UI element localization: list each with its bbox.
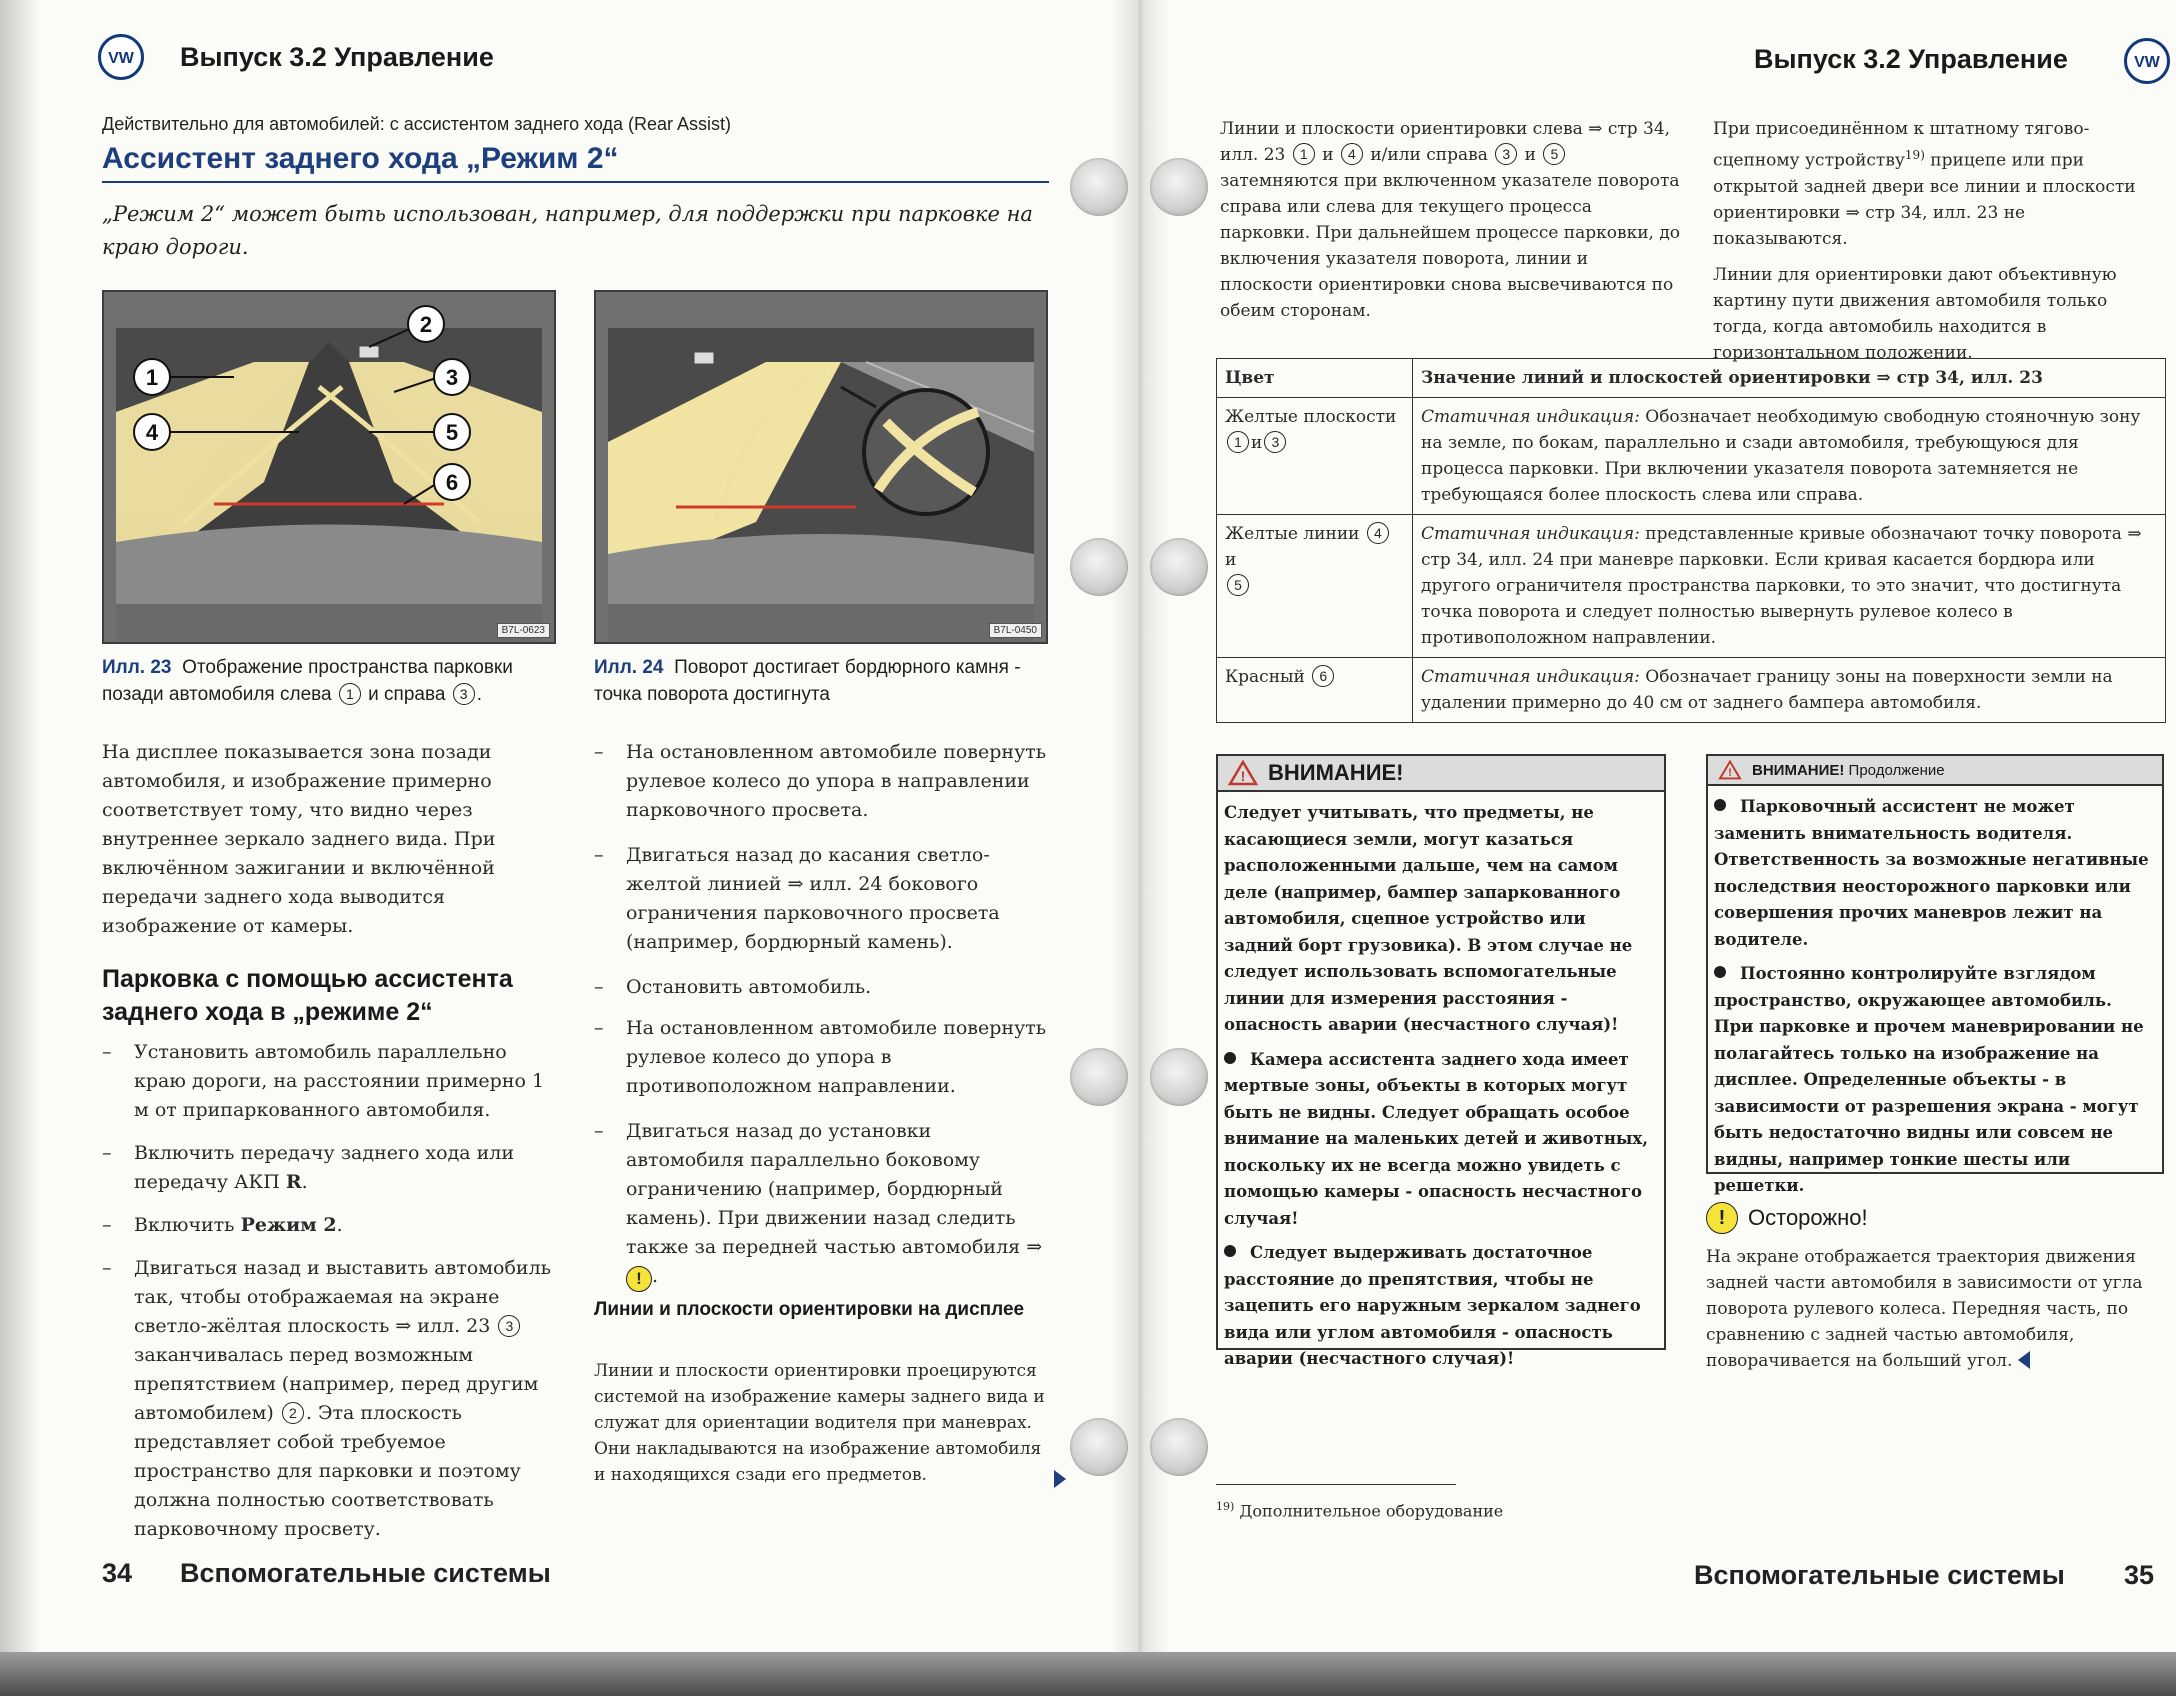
warning-continued-title (1752, 762, 1945, 779)
next-page-arrow-icon[interactable] (1054, 1470, 1066, 1488)
mode-2: Режим 2 (240, 1214, 337, 1236)
trailer-note (1713, 116, 2165, 366)
callout-6: 6 (445, 470, 459, 495)
page-number: 34 (102, 1558, 133, 1588)
callout-ref: 3 (1495, 143, 1517, 165)
step-2-end: . (301, 1171, 308, 1193)
warning-title: ВНИМАНИЕ! (1268, 760, 1404, 785)
continuation-label: Продолжение (1844, 761, 1945, 779)
color-cell (1217, 398, 1413, 515)
orientation-colors-table (1216, 358, 2166, 723)
binder-hole (1070, 1418, 1128, 1476)
step-3-end: . (336, 1214, 343, 1236)
figure-23 (102, 290, 556, 644)
display-description: На дисплее показывается зона позади автомобиля, и изображение примерно соответствует тому, что видно через внутреннее зеркало заднего вида. При включённом зажигании и включённой передачи заднего хода выводится изображение от камеры. (102, 741, 496, 937)
bullet-text: Парковочный ассистент не может заменить внимательность водителя. Ответственность за возможные негативные последствия неосторожного парковки или совершения прочих маневров лежит на водителе. (1714, 797, 2149, 949)
callout-ref: 4 (1367, 522, 1389, 544)
conjunction: и (1225, 550, 1237, 570)
caution-title: Осторожно! (1748, 1205, 1868, 1230)
text-part: Линии и плоскости ориентировки слева ⇒ стр 34, илл. 23 (1220, 119, 1671, 165)
binder-hole (1070, 1048, 1128, 1106)
callout-5: 5 (445, 420, 459, 445)
intro-text: „Режим 2“ может быть использован, например, для поддержки при парковке на краю дороги. (102, 202, 1033, 259)
page-number: 35 (2124, 1560, 2155, 1590)
callout-1: 1 (145, 365, 159, 390)
binder-hole (1070, 538, 1128, 596)
color-name: Красный (1225, 667, 1305, 687)
binder-hole (1150, 1048, 1208, 1106)
meaning-cell (1413, 658, 2166, 723)
bullet-text: Постоянно контролируйте взглядом пространство, окружающее автомобиль. При парковке и прочем маневрировании не полагайтесь только на изображение на дисплее. Определенные объекты - в зависимости от разрешения экрана - могут быть недостаточно видны или совсем не видны, например тонкие шесты или решетки. (1714, 964, 2144, 1195)
svg-text:VW: VW (2134, 54, 2160, 71)
footnote-ref: 19) (1904, 148, 1925, 162)
caution-body: На экране отображается траектория движения задней части автомобиля в зависимости от угла поворота рулевого колеса. Передняя часть, по сравнению с задней частью автомобиля, поворачивается на больший угол. (1706, 1247, 2143, 1371)
figure-23-number: Илл. 23 (102, 657, 172, 678)
footnote-number: 19) (1216, 1500, 1235, 1513)
caption-text-part: и справа (368, 684, 446, 705)
vw-logo-icon (2124, 38, 2170, 84)
callout-4: 4 (145, 420, 159, 445)
footer-title: Вспомогательные системы (1694, 1560, 2065, 1590)
warning-bullet (1714, 961, 2156, 1200)
text-part: и/или справа (1370, 145, 1488, 165)
orientation-lines-text: Линии и плоскости ориентировки проецируются системой на изображение камеры заднего вида и служат для ориентации водителя при маневрах. Они накладываются на изображение автомобиля и находящихся сзади его предметов. (594, 1361, 1045, 1485)
text-part: и (1322, 145, 1334, 165)
callout-2: 2 (419, 312, 433, 337)
table-header-row (1217, 359, 2166, 398)
warning-body (1708, 786, 2162, 1216)
step-3 (102, 1211, 557, 1240)
text-part: затемняются при включенном указателе поворота справа или слева для текущего процесса парковки. При дальнейшем процессе парковки, до включения указателя поворота, линии и плоскости ориентировки снова высвечиваются по обеим сторонам. (1220, 171, 1681, 321)
page-heading: Ассистент заднего хода „Режим 2“ (102, 142, 619, 175)
callout-ref: 3 (498, 1315, 520, 1337)
text-part: и (1524, 145, 1536, 165)
footnote (1216, 1494, 1503, 1524)
step-4-text-a: Двигаться назад и выставить автомобиль так, чтобы отображаемая на экране светло-жёлтая плоскость ⇒ илл. 23 (134, 1257, 551, 1337)
callout-3: 3 (445, 365, 459, 390)
color-name: Желтые плоскости (1225, 407, 1397, 427)
bullet-icon (1714, 799, 1726, 811)
callout-ref: 4 (1341, 143, 1363, 165)
meaning-cell (1413, 515, 2166, 658)
vw-logo-icon (98, 34, 144, 80)
callout-ref: 3 (1264, 431, 1286, 453)
step-8: – На остановленном автомобиле повернуть рулевое колесо до упора в противоположном направлении. (594, 1014, 1049, 1101)
footnote-rule (1216, 1484, 1456, 1485)
figure-24-code: B7L-0450 (989, 623, 1042, 638)
callout-ref: 2 (282, 1402, 304, 1424)
figure-24-caption-text: Поворот достигает бордюрного камня - точка поворота достигнута (594, 657, 1021, 705)
color-cell (1217, 658, 1413, 723)
step-5: – На остановленном автомобиле повернуть рулевое колесо до упора в направлении парковочного просвета. (594, 738, 1049, 825)
svg-text:!: ! (1240, 768, 1246, 784)
validity-note: Действительно для автомобилей: с ассистентом заднего хода (Rear Assist) (102, 114, 732, 134)
section-end-arrow-icon (2018, 1351, 2030, 1369)
bullet-text: Камера ассистента заднего хода имеет мертвые зоны, объекты в которых могут быть не видны. Следует обращать особое внимание на маленьких детей и животных, поскольку их не всегда можно увидеть с помощью камеры - опасность несчастного случая! (1224, 1049, 1649, 1228)
footnote-text: Дополнительное оборудование (1239, 1501, 1504, 1521)
figure-23-code: B7L-0623 (497, 623, 550, 638)
text-part: прицепе или при открытой задней двери все линии и плоскости ориентировки ⇒ стр 34, илл. 23 не показываются. (1713, 150, 2136, 249)
figure-23-caption-text: Отображение пространства парковки позади автомобиля слева (102, 657, 513, 705)
callout-ref: 1 (339, 683, 361, 705)
figure-24-caption (594, 654, 1048, 708)
footer-title: Вспомогательные системы (180, 1558, 551, 1588)
table-row (1217, 658, 2166, 723)
color-cell (1217, 515, 1413, 658)
indication-type: Статичная индикация: (1421, 407, 1640, 427)
callout-ref: 5 (1543, 143, 1565, 165)
color-name: Желтые линии (1225, 524, 1360, 544)
warning-body (1218, 792, 1664, 1389)
warning-paragraph: Следует учитывать, что предметы, не касающиеся земли, могут казаться расположенными дальше, чем на самом деле (например, бампер запаркованного автомобиля, сцепное устройство или задний борт грузовика). В этом случае не следует использовать вспомогательные линии для измерения расстояния - опасность аварии (несчастного случая)! (1224, 803, 1633, 1034)
horizontal-note: Линии для ориентировки дают объективную картину пути движения автомобиля только тогда, когда автомобиль находится в горизонтальном положении. (1713, 264, 2117, 363)
callout-ref: 5 (1227, 574, 1249, 596)
callout-ref: 1 (1293, 143, 1315, 165)
header-title: Выпуск 3.2 Управление (1754, 44, 2068, 74)
warning-continued-box (1706, 754, 2164, 1195)
figure-24 (594, 290, 1048, 644)
callout-ref: 3 (453, 683, 475, 705)
table-row (1217, 515, 2166, 658)
svg-text:!: ! (1728, 767, 1732, 780)
warning-header (1708, 756, 2162, 786)
step-9-text: Двигаться назад до установки автомобиля параллельно боковому ограничению (например, бордюрный камень). При движении назад следить также за передней частью автомобиля ⇒ (626, 1120, 1043, 1258)
trailer-note-paragraph (1713, 116, 2165, 252)
gear-r: R (285, 1171, 302, 1193)
conjunction: и (1251, 433, 1263, 453)
warning-label: ВНИМАНИЕ! (1752, 761, 1845, 779)
warning-bullet (1224, 1047, 1658, 1233)
text-part: При присоединённом к штатному тягово-сцепному устройству (1713, 119, 2090, 171)
bullet-icon (1714, 966, 1726, 978)
parking-steps-col1 (102, 1038, 557, 1558)
step-6: – Двигаться назад до касания светло-желтой линией ⇒ илл. 24 бокового ограничения парковочного просвета (например, бордюрный камень). (594, 841, 1049, 957)
heading-rule (102, 181, 1049, 183)
header-title: Выпуск 3.2 Управление (180, 42, 494, 72)
step-1: – Установить автомобиль параллельно краю дороги, на расстоянии примерно 1 м от припаркованного автомобиля. (102, 1038, 557, 1125)
caption-end: . (476, 684, 482, 705)
callout-ref: 6 (1312, 665, 1334, 687)
step-4-text-b: заканчивалась перед возможным препятствием (например, перед другим автомобилем) (134, 1344, 539, 1424)
caution-header (1706, 1202, 1868, 1234)
caution-circle-icon[interactable]: ! (626, 1266, 652, 1292)
step-9-end: . (652, 1265, 659, 1287)
indication-type: Статичная индикация: (1421, 667, 1640, 687)
step-4 (102, 1254, 557, 1544)
binder-hole (1150, 538, 1208, 596)
warning-box (1216, 754, 1666, 1368)
step-3-text: Включить (134, 1214, 241, 1236)
figure-24-number: Илл. 24 (594, 657, 664, 678)
warning-triangle-icon (1228, 760, 1258, 786)
binder-hole (1150, 158, 1208, 216)
column-header-meaning: Значение линий и плоскостей ориентировки ⇒ стр 34, илл. 23 (1413, 359, 2166, 398)
warning-bullet (1714, 794, 2156, 953)
book-gutter (1110, 0, 1170, 1652)
book-bottom-edge (0, 1652, 2176, 1696)
table-row (1217, 398, 2166, 515)
figure-24-image (596, 292, 1046, 642)
bullet-text: Следует выдерживать достаточное расстояние до препятствия, чтобы не зацепить его наружным зеркалом заднего вида или углом автомобиля - опасность аварии (несчастного случая)! (1224, 1243, 1641, 1368)
meaning-text: Обозначает границу зоны на поверхности земли на удалении примерно до 40 см от заднего бампера автомобиля. (1421, 667, 2113, 713)
parking-heading: Парковка с помощью ассистента заднего хода в „режиме 2“ (102, 965, 513, 1026)
indication-type: Статичная индикация: (1421, 524, 1640, 544)
warning-triangle-icon (1718, 760, 1742, 780)
callout-ref: 1 (1227, 431, 1249, 453)
meaning-cell (1413, 398, 2166, 515)
orientation-lines-heading: Линии и плоскости ориентировки на дисплее (594, 1299, 1025, 1320)
warning-bullet (1224, 1240, 1658, 1373)
caution-text (1706, 1244, 2164, 1374)
svg-text:VW: VW (108, 50, 134, 67)
caution-circle-icon: ! (1706, 1202, 1738, 1234)
bullet-icon (1224, 1245, 1236, 1257)
step-4-text-c: . Эта плоскость представляет собой требуемое пространство для парковки и поэтому должна полностью соответствовать парковочному просвету. (134, 1402, 521, 1540)
meaning-text: Обозначает необходимую свободную стояночную зону на земле, по бокам, параллельно и сзади автомобиля, требующуюся для процесса парковки. При включении указателя поворота затемняется не требующаяся более плоскость слева или справа. (1421, 407, 2141, 505)
step-7: – Остановить автомобиль. (594, 973, 1049, 1002)
step-9 (594, 1117, 1049, 1292)
binder-hole (1070, 158, 1128, 216)
column-header-color: Цвет (1217, 359, 1413, 398)
binder-hole (1150, 1418, 1208, 1476)
figure-23-caption (102, 654, 556, 708)
step-2 (102, 1139, 557, 1197)
warning-header (1218, 756, 1664, 792)
bullet-icon (1224, 1052, 1236, 1064)
parking-steps-col2 (594, 738, 1049, 1306)
orientation-dimming-text (1220, 116, 1682, 324)
step-2-text: Включить передачу заднего хода или передачу АКП (134, 1142, 515, 1193)
meaning-text: представленные кривые обозначают точку поворота ⇒ стр 34, илл. 24 при маневре парковки. Если кривая касается бордюра или другого ограничителя пространства парковки, то это значит, что достигнута точка поворота и следует полностью вывернуть рулевое колесо в противоположном направлении. (1421, 524, 2142, 648)
figure-23-image (104, 292, 554, 642)
